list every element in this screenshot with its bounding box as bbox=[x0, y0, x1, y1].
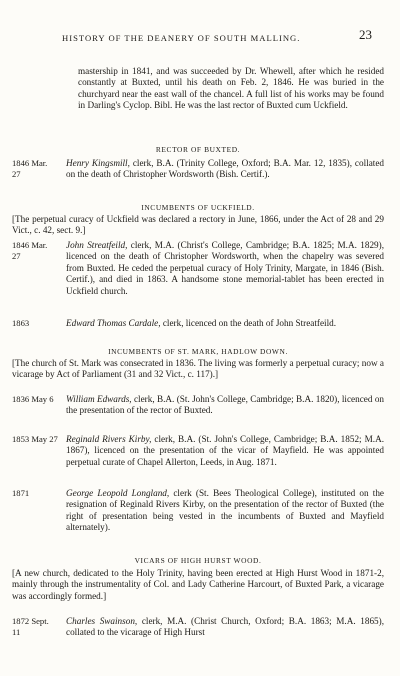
page-header bbox=[62, 29, 372, 45]
section-heading-st-mark-hadlow: INCUMBENTS OF ST. MARK, HADLOW DOWN. bbox=[108, 347, 288, 356]
entry-name: George Leopold Longland, bbox=[66, 488, 170, 498]
entry-name: John Streatfeild, bbox=[66, 240, 128, 250]
entry-name: Charles Swainson, bbox=[66, 616, 138, 626]
entry-text: clerk, licenced on the death of John Streatfeild. bbox=[162, 318, 337, 328]
entry-date: 1846 Mar. 27 bbox=[12, 158, 48, 180]
entry-date: 1846 Mar. 27 bbox=[12, 240, 48, 262]
page-number: 23 bbox=[359, 27, 372, 42]
section-heading-incumbents-uckfield: INCUMBENTS OF UCKFIELD. bbox=[141, 203, 255, 212]
entry-body bbox=[66, 434, 384, 468]
entry-text: clerk, B.A. (St. John's College, Cambridge; B.A. 1820), licenced on the presentation of the rector of Buxted. bbox=[66, 394, 385, 416]
entry-body bbox=[66, 394, 384, 417]
entry-name: Henry Kingsmill, bbox=[66, 158, 130, 168]
entry-text: clerk (St. Bees Theological College), instituted on the resignation of Reginald Rivers Kirby, on the presentation of the rector of Buxted (the right of presentation being vested in the incumbents of Buxted and Mayfield alternately). bbox=[66, 488, 385, 533]
entry-body bbox=[66, 240, 384, 297]
entry-body bbox=[66, 488, 384, 534]
entry-body bbox=[66, 318, 384, 329]
note-high-hurst: [A new church, dedicated to the Holy Trinity, having been erected at High Hurst Wood in 1871-2, mainly through the instrumentality of Col. and Lady Catherine Harcourt, of Buxted Park, a vicarage was accordingly formed.] bbox=[12, 568, 384, 601]
note-uckfield: [The perpetual curacy of Uckfield was declared a rectory in June, 1866, under the Act of 28 and 29 Vict., c. 42, sect. 9.] bbox=[12, 214, 384, 236]
entry-text: clerk, B.A. (St. John's College, Cambridge; B.A. 1852; M.A. 1867), licenced on the presentation of the vicar of Mayfield. He was appointed perpetual curate of Chapel Allerton, Leeds, in Aug. 1871. bbox=[66, 434, 384, 467]
entry-text: clerk, B.A. (Trinity College, Oxford; B.A. Mar. 12, 1835), collated on the death of Christopher Wordsworth (Bish. Certif.). bbox=[66, 158, 384, 180]
entry-body bbox=[66, 616, 384, 639]
intro-paragraph: mastership in 1841, and was succeeded by Dr. Whewell, after which he resided constantly at Buxted, until his death on Feb. 2, 1846. He was buried in the churchyard near the east wall of the chancel. A full list of his works may be found in Darling's Cyclop. Bibl. He was the last rector of Buxted cum Uckfield. bbox=[78, 66, 384, 111]
note-hadlow: [The church of St. Mark was consecrated in 1836. The living was formerly a perpetual curacy; now a vicarage by Act of Parliament (31 and 32 Vict., c. 117).] bbox=[12, 358, 384, 380]
entry-date: 1863 bbox=[12, 318, 30, 328]
entry-text: clerk, M.A. (Christ's College, Cambridge; B.A. 1825; M.A. 1829), licenced on the death of Christopher Wordsworth, when the chapelry was severed from Buxted. He ceded the perpetual curacy of Holy Trinity, Margate, in 1846 (Bish. Certif.), and died in 1863. A handsome stone memorial-tablet has been erected in Uckfield church. bbox=[66, 240, 384, 296]
entry-text: clerk, M.A. (Christ Church, Oxford; B.A. 1863; M.A. 1865), collated to the vicarage of High Hurst bbox=[66, 616, 384, 638]
section-heading-high-hurst-wood: VICARS OF HIGH HURST WOOD. bbox=[134, 556, 262, 565]
section-heading-rector-buxted: RECTOR OF BUXTED. bbox=[155, 145, 241, 154]
entry-date: 1872 Sept. 11 bbox=[12, 616, 49, 638]
entry-name: William Edwards, bbox=[66, 394, 132, 404]
entry-date: 1871 bbox=[12, 488, 30, 498]
entry-body bbox=[66, 158, 384, 181]
running-title: HISTORY OF THE DEANERY OF SOUTH MALLING. bbox=[62, 33, 301, 43]
entry-name: Edward Thomas Cardale, bbox=[66, 318, 161, 328]
entry-date: 1836 May 6 bbox=[12, 394, 54, 404]
entry-date: 1853 May 27 bbox=[12, 434, 58, 444]
entry-name: Reginald Rivers Kirby, bbox=[66, 434, 152, 444]
